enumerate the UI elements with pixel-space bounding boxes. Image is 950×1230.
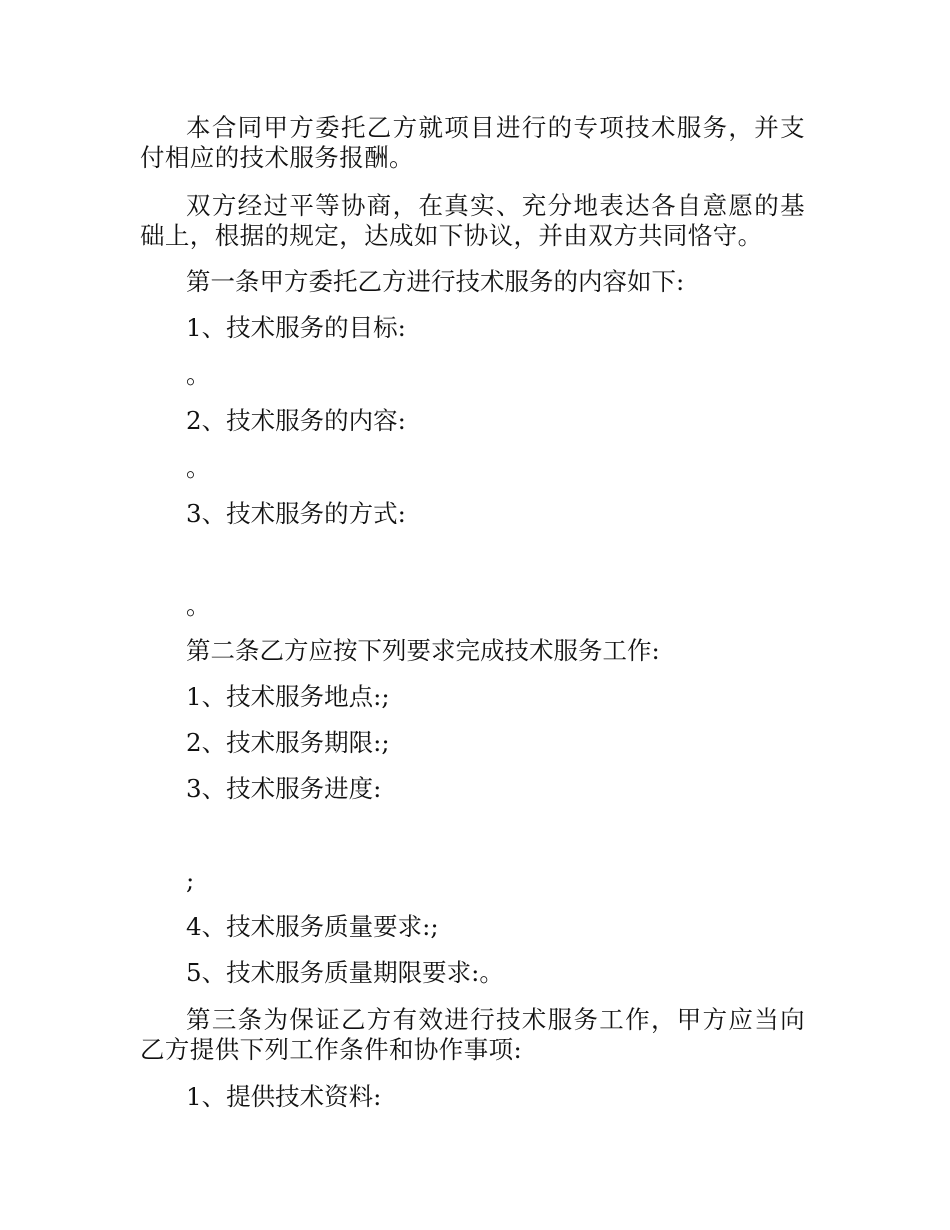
article-2-item-3-value: ; bbox=[186, 866, 195, 895]
article-3-heading: 第三条为保证乙方有效进行技术服务工作，甲方应当向乙方提供下列工作条件和协作事项: bbox=[140, 1005, 805, 1064]
article-2-item-2: 2、技术服务期限:; bbox=[186, 728, 390, 757]
article-1-item-2-value: 。 bbox=[186, 453, 211, 482]
article-3-item-1: 1、提供技术资料: bbox=[186, 1082, 382, 1111]
paragraph-agreement: 双方经过平等协商，在真实、充分地表达各自意愿的基础上，根据的规定，达成如下协议，并由双方共同恪守。 bbox=[140, 191, 805, 250]
article-2-item-5: 5、技术服务质量期限要求:。 bbox=[186, 958, 504, 987]
article-2-item-4: 4、技术服务质量要求:; bbox=[186, 912, 439, 941]
article-1-item-1: 1、技术服务的目标: bbox=[186, 313, 406, 342]
article-2-item-1: 1、技术服务地点:; bbox=[186, 682, 390, 711]
article-1-item-3: 3、技术服务的方式: bbox=[186, 499, 406, 528]
article-1-heading: 第一条甲方委托乙方进行技术服务的内容如下: bbox=[186, 267, 685, 296]
article-1-item-3-value: 。 bbox=[186, 591, 211, 620]
article-1-item-2: 2、技术服务的内容: bbox=[186, 406, 406, 435]
article-2-item-3: 3、技术服务进度: bbox=[186, 774, 382, 803]
article-1-item-1-value: 。 bbox=[186, 360, 211, 389]
article-2-heading: 第二条乙方应按下列要求完成技术服务工作: bbox=[186, 636, 660, 665]
paragraph-intro: 本合同甲方委托乙方就项目进行的专项技术服务，并支付相应的技术服务报酬。 bbox=[140, 113, 805, 172]
